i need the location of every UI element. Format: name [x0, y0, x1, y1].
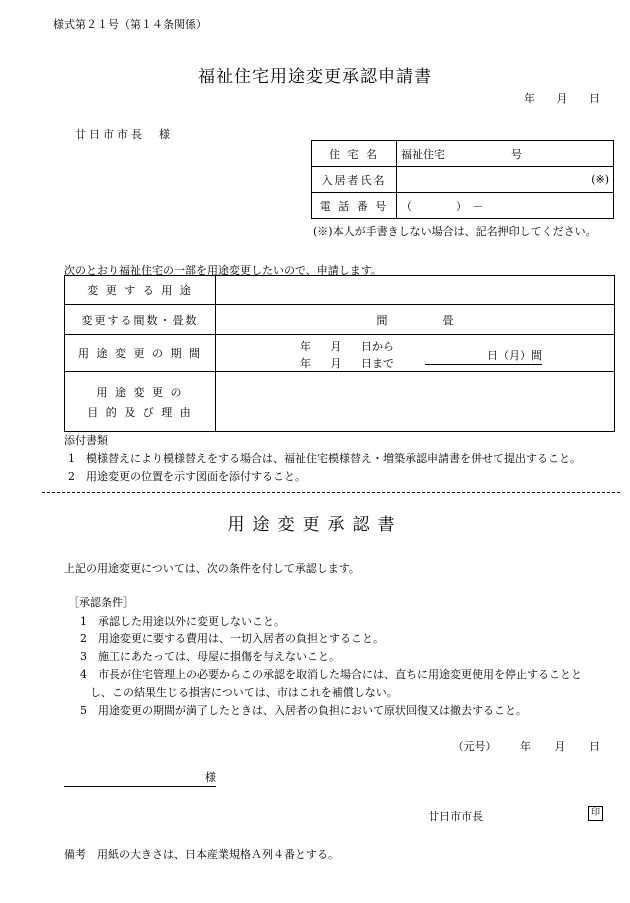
- recipient-name-line[interactable]: [64, 770, 216, 787]
- phone-label: 電 話 番 号: [312, 193, 397, 219]
- period-from: 年 月 日から: [300, 340, 394, 353]
- approval-date: （元号） 年 月 日: [452, 740, 600, 753]
- housing-name-label: 住 宅 名: [312, 141, 397, 167]
- period-field[interactable]: [216, 335, 615, 372]
- purpose-field[interactable]: [216, 372, 615, 432]
- signature-mark: (※): [591, 173, 609, 186]
- period-duration: 日（月）間: [425, 347, 542, 365]
- signature-note: (※)本人が手書きしない場合は、記名押印してください。: [313, 225, 597, 238]
- addressee-mayor: 廿日市市長 様: [75, 128, 173, 141]
- application-date: 年 月 日: [524, 92, 600, 105]
- period-to: 年 月 日まで: [300, 357, 394, 370]
- resident-name-field[interactable]: [397, 167, 614, 193]
- attachment-item: 1 模様替えにより模様替えをする場合は、福祉住宅模様替え・増築承認申請書を併せて提出すること。: [68, 452, 581, 465]
- condition-item: 1 承認した用途以外に変更しないこと。: [80, 615, 285, 628]
- approval-intro: 上記の用途変更については、次の条件を付して承認します。: [64, 562, 360, 575]
- period-label: 用 途 変 更 の 期 間: [65, 335, 216, 372]
- change-use-field[interactable]: [216, 276, 615, 305]
- approval-title: 用途変更承認書: [227, 515, 403, 535]
- attachments-heading: 添付書類: [64, 434, 108, 447]
- rooms-field[interactable]: 間 畳: [216, 305, 615, 335]
- cut-line: [42, 492, 620, 493]
- form-number: 様式第２１号（第１４条関係）: [53, 18, 207, 31]
- condition-item: 4 市長が住宅管理上の必要からこの承認を取消した場合には、直ちに用途変更使用を停止することと: [80, 668, 582, 681]
- purpose-label-line2: 目 的 及 び 理 由: [87, 405, 193, 419]
- conditions-heading: ［承認条件］: [68, 596, 134, 609]
- condition-item: 3 施工にあたっては、母屋に損傷を与えないこと。: [80, 650, 340, 663]
- resident-name-label: 入居者氏名: [312, 167, 397, 193]
- purpose-label: [65, 372, 216, 432]
- recipient-suffix: 様: [205, 771, 216, 784]
- phone-field[interactable]: （ ） －: [397, 193, 614, 219]
- housing-name-field[interactable]: 福祉住宅 号: [397, 141, 614, 167]
- condition-item: 2 用途変更に要する費用は、一切入居者の負担とすること。: [80, 632, 384, 645]
- rooms-label: 変更する間数・畳数: [65, 305, 216, 335]
- application-intro: 次のとおり福祉住宅の一部を用途変更したいので、申請します。: [64, 264, 382, 277]
- attachment-item: 2 用途変更の位置を示す図面を添付すること。: [68, 470, 306, 483]
- condition-item-continued: し、この結果生じる損害については、市はこれを補償しない。: [90, 686, 398, 699]
- paper-size-remark: 備考 用紙の大きさは、日本産業規格Ａ列４番とする。: [64, 848, 339, 861]
- change-use-label: 変 更 す る 用 途: [65, 276, 216, 305]
- application-details-table: [64, 275, 615, 432]
- document-title: 福祉住宅用途変更承認申請書: [198, 67, 432, 87]
- approver-mayor: 廿日市市長: [428, 810, 483, 823]
- applicant-info-table: [311, 140, 614, 219]
- seal-stamp: 印: [588, 806, 603, 821]
- condition-item: 5 用途変更の期間が満了したときは、入居者の負担において原状回復又は撤去すること。: [80, 704, 527, 717]
- purpose-label-line1: 用 途 変 更 の: [96, 385, 184, 399]
